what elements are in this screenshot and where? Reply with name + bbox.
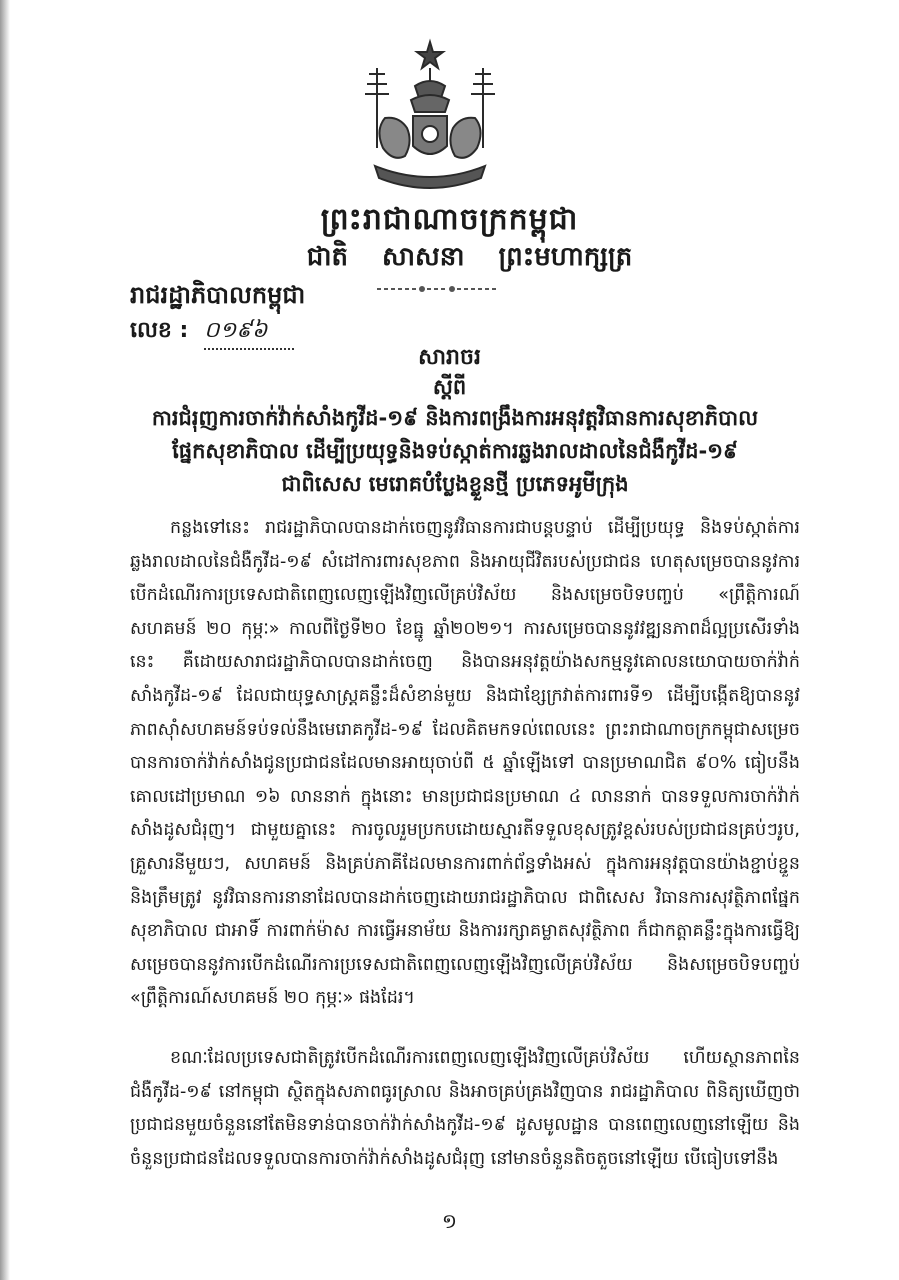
document-subject (110, 402, 800, 501)
motto-religion: សាសនា (382, 242, 465, 272)
about-label: ស្តីពី (432, 375, 467, 399)
national-motto (0, 240, 899, 278)
ornament-divider-icon (372, 283, 502, 295)
royal-coat-of-arms-icon (355, 38, 505, 198)
motto-nation: ជាតិ (306, 242, 349, 272)
paragraph-text: កន្លងទៅនេះ រាជរដ្ឋាភិបាលបានដាក់ចេញនូវវិធានការជាបន្តបន្ទាប់ ដើម្បីប្រយុទ្ធ និងទប់ស្កាត់ការឆ្លងរាលដាលនៃជំងឺកូវីដ-១៩ សំដៅការពារសុខភាព និងអាយុជីវិតរបស់ប្រជាជន ហេតុសម្រេចបាននូវការបើកដំណើរការប្រទេសជាតិពេញលេញឡើងវិញលើគ្រប់វិស័យ និងសម្រេចបិទបញ្ចប់ «ព្រឹត្តិការណ៍សហគមន៍ ២០ កុម្ភៈ» កាលពីថ្ងៃទី២០ ខែធ្នូ ឆ្នាំ២០២១។ ការសម្រេចបាននូវវឌ្ឍនភាពដ៏ល្អប្រសើរទាំងនេះ គឺដោយសារាជរដ្ឋាភិបាលបានដាក់ចេញ និងបានអនុវត្តយ៉ាងសកម្មនូវគោលនយោបាយចាក់វ៉ាក់សាំងកូវីដ-១៩ ដែលជាយុទ្ធសាស្ត្រគន្លឹះដ៏សំខាន់មួយ និងជាខ្សែក្រវាត់ការពារទី១ ដើម្បីបង្កើតឱ្យបាននូវភាពស៊ាំសហគមន៍ទប់ទល់នឹងមេរោគកូវីដ-១៩ ដែលគិតមកទល់ពេលនេះ ព្រះរាជាណាចក្រកម្ពុជាសម្រេចបានការចាក់វ៉ាក់សាំងជូនប្រជាជនដែលមានអាយុចាប់ពី ៥ ឆ្នាំឡើងទៅ បានប្រមាណជិត ៩០% ធៀបនឹងគោលដៅប្រមាណ ១៦ លាននាក់ ក្នុងនោះ មានប្រជាជនប្រមាណ ៤ លាននាក់ បានទទួលការចាក់វ៉ាក់សាំងដូសជំរុញ។ ជាមួយគ្នានេះ ការចូលរួមប្រកបដោយស្មារតីទទួលខុសត្រូវខ្ពស់របស់ប្រជាជនគ្រប់ៗរូប, គ្រួសារនីមួយៗ, សហគមន៍ និងគ្រប់ភាគីដែលមានការពាក់ព័ន្ធទាំងអស់ ក្នុងការអនុវត្តបានយ៉ាងខ្ជាប់ខ្ជួន និងត្រឹមត្រូវ នូវវិធានការនានាដែលបានដាក់ចេញដោយរាជរដ្ឋាភិបាល ជាពិសេស វិធានការសុវត្ថិភាពផ្នែកសុខាភិបាល ជាអាទិ៍ ការពាក់ម៉ាស ការធ្វើអនាម័យ និងការរក្សាគម្លាតសុវត្ថិភាព ក៏ជាកត្តាគន្លឹះក្នុងការធ្វើឱ្យសម្រេចបាននូវការបើកដំណើរការប្រទេសជាតិពេញលេញឡើងវិញលើគ្រប់វិស័យ និងសម្រេចបិទបញ្ចប់ «ព្រឹត្តិការណ៍សហគមន៍ ២០ កុម្ភៈ» ផងដែរ។ (130, 518, 800, 1009)
paragraph-text: ខណៈដែលប្រទេសជាតិត្រូវបើកដំណើរការពេញលេញឡើងវិញលើគ្រប់វិស័យ ហើយស្ថានភាពនៃជំងឺកូវីដ-១៩ នៅកម្ពុជា ស្ថិតក្នុងសភាពធូរស្រាល និងអាចគ្រប់គ្រងវិញបាន រាជរដ្ឋាភិបាល ពិនិត្យឃើញថាប្រជាជនមួយចំនួននៅតែមិនទាន់បានចាក់វ៉ាក់សាំងកូវីដ-១៩ ដូសមូលដ្ឋាន បានពេញលេញនៅឡើយ និងចំនួនប្រជាជនដែលទទួលបានការចាក់វ៉ាក់សាំងដូសជំរុញ នៅមានចំនួនតិចតួចនៅឡើយ បើធៀបទៅនឹង (130, 1048, 800, 1169)
document-type: សារាចរ (418, 345, 481, 370)
scan-edge (0, 0, 10, 1280)
subject-line: ការជំរុញការចាក់វ៉ាក់សាំងកូវីដ-១៩ និងការពង្រឹងការអនុវត្តវិធានការសុខាភិបាល (151, 406, 759, 430)
subject-line: ជាពិសេស មេរោគបំប្លែងខ្លួនថ្មី ប្រភេទអូមីក្រុង (281, 472, 629, 496)
kingdom-title: ព្រះរាជាណាចក្រកម្ពុជា (320, 202, 579, 237)
body-paragraph-1 (130, 512, 800, 1016)
document-number-value: ០១៩៦ (204, 316, 294, 350)
motto-king: ព្រះមហាក្សត្រ (498, 242, 633, 272)
body-paragraph-2 (130, 1042, 800, 1176)
document-number-label: លេខ : (130, 318, 189, 343)
issuing-government: រាជរដ្ឋាភិបាលកម្ពុជា (130, 281, 306, 309)
subject-line: ផ្នែកសុខាភិបាល ដើម្បីប្រយុទ្ធនិងទប់ស្កាត់ការឆ្លងរាលដាលនៃជំងឺកូវីដ-១៩ (172, 439, 738, 463)
page-number: ១ (441, 1209, 458, 1233)
